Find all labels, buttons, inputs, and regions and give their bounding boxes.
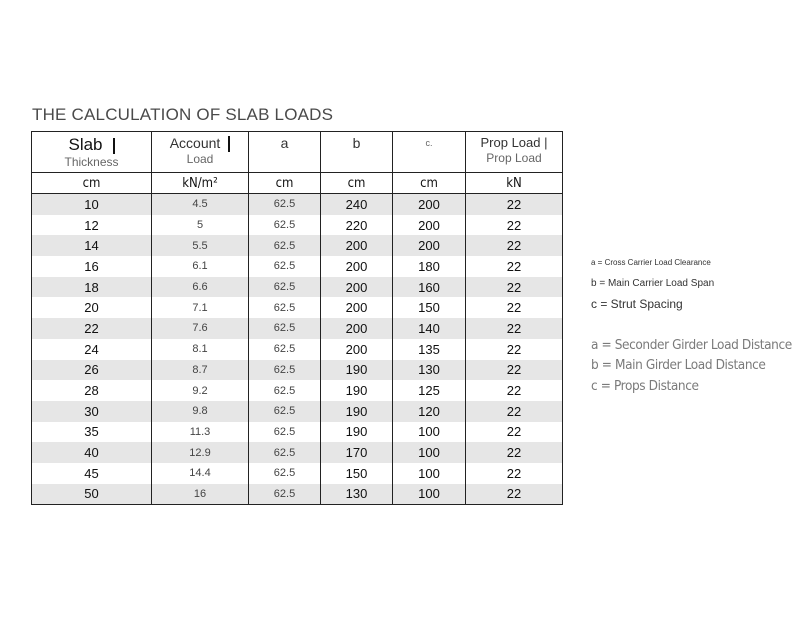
table-cell: 200 xyxy=(321,339,393,360)
table-row xyxy=(32,277,563,298)
table-cell: 11.3 xyxy=(152,422,249,443)
table-cell: 20 xyxy=(32,297,152,318)
table-cell: 100 xyxy=(393,442,466,463)
header-a xyxy=(249,132,321,173)
legend-large-c: c = Props Distance xyxy=(591,378,699,394)
unit-cell: cm xyxy=(249,173,321,194)
table-cell: 22 xyxy=(466,318,563,339)
table-cell: 62.5 xyxy=(249,422,321,443)
table-row xyxy=(32,194,563,215)
table-cell: 8.1 xyxy=(152,339,249,360)
text-cursor-icon xyxy=(113,138,115,154)
table-row xyxy=(32,297,563,318)
table-cell: 140 xyxy=(393,318,466,339)
table-cell: 220 xyxy=(321,215,393,236)
table-cell: 45 xyxy=(32,463,152,484)
table-cell: 4.5 xyxy=(152,194,249,215)
table-cell: 190 xyxy=(321,422,393,443)
text-cursor-icon xyxy=(228,136,230,152)
table-cell: 200 xyxy=(321,256,393,277)
table-cell: 160 xyxy=(393,277,466,298)
table-cell: 16 xyxy=(152,484,249,505)
table-cell: 22 xyxy=(466,422,563,443)
table-cell: 22 xyxy=(466,277,563,298)
table-cell: 200 xyxy=(321,297,393,318)
unit-cell: kN xyxy=(466,173,563,194)
table-cell: 9.2 xyxy=(152,380,249,401)
table-cell: 62.5 xyxy=(249,318,321,339)
table-cell: 22 xyxy=(466,484,563,505)
table-cell: 5 xyxy=(152,215,249,236)
header-prop-load-sub: Prop Load xyxy=(486,151,542,165)
table-row xyxy=(32,484,563,505)
header-account-load xyxy=(152,132,249,173)
table-cell: 190 xyxy=(321,360,393,381)
table-cell: 62.5 xyxy=(249,401,321,422)
table-cell: 190 xyxy=(321,380,393,401)
table-cell: 50 xyxy=(32,484,152,505)
table-cell: 62.5 xyxy=(249,277,321,298)
table-row xyxy=(32,256,563,277)
table-row xyxy=(32,318,563,339)
table-cell: 100 xyxy=(393,463,466,484)
table-cell: 5.5 xyxy=(152,235,249,256)
table-cell: 62.5 xyxy=(249,339,321,360)
table-cell: 180 xyxy=(393,256,466,277)
table-cell: 12.9 xyxy=(152,442,249,463)
table-cell: 200 xyxy=(393,215,466,236)
table-cell: 240 xyxy=(321,194,393,215)
table-cell: 200 xyxy=(393,194,466,215)
table-cell: 62.5 xyxy=(249,235,321,256)
header-b xyxy=(321,132,393,173)
table-cell: 40 xyxy=(32,442,152,463)
header-load-label: Load xyxy=(186,152,214,167)
table-cell: 10 xyxy=(32,194,152,215)
table-cell: 26 xyxy=(32,360,152,381)
header-prop-load xyxy=(466,132,563,173)
legend-large-a: a = Seconder Girder Load Distance xyxy=(591,337,792,353)
table-cell: 22 xyxy=(466,401,563,422)
table-cell: 62.5 xyxy=(249,215,321,236)
table-cell: 22 xyxy=(466,194,563,215)
header-a-label: a xyxy=(280,135,289,151)
table-row xyxy=(32,235,563,256)
table-cell: 14.4 xyxy=(152,463,249,484)
table-cell: 170 xyxy=(321,442,393,463)
table-cell: 22 xyxy=(466,360,563,381)
legend-large-b: b = Main Girder Load Distance xyxy=(591,357,766,373)
table-cell: 120 xyxy=(393,401,466,422)
table-cell: 62.5 xyxy=(249,256,321,277)
table-cell: 12 xyxy=(32,215,152,236)
table-cell: 200 xyxy=(321,235,393,256)
table-row xyxy=(32,422,563,443)
table-row xyxy=(32,360,563,381)
table-cell: 200 xyxy=(393,235,466,256)
table-cell: 200 xyxy=(321,318,393,339)
unit-cell: kN/m² xyxy=(152,173,249,194)
table-cell: 6.6 xyxy=(152,277,249,298)
table-cell: 16 xyxy=(32,256,152,277)
unit-cell: cm xyxy=(32,173,152,194)
table-cell: 100 xyxy=(393,484,466,505)
table-cell: 22 xyxy=(32,318,152,339)
table-cell: 200 xyxy=(321,277,393,298)
table-cell: 22 xyxy=(466,463,563,484)
table-cell: 22 xyxy=(466,215,563,236)
header-c-label: c. xyxy=(425,138,433,148)
table-cell: 7.6 xyxy=(152,318,249,339)
header-account-label: Account xyxy=(169,135,221,151)
legend-small-b: b = Main Carrier Load Span xyxy=(591,278,715,289)
table-cell: 135 xyxy=(393,339,466,360)
unit-cell: cm xyxy=(393,173,466,194)
table-cell: 30 xyxy=(32,401,152,422)
table-cell: 62.5 xyxy=(249,442,321,463)
header-slab-label: Slab xyxy=(68,135,103,154)
table-cell: 22 xyxy=(466,256,563,277)
table-cell: 22 xyxy=(466,380,563,401)
legend-small-c: c = Strut Spacing xyxy=(591,297,683,311)
units-row xyxy=(32,173,563,194)
header-row xyxy=(32,132,563,173)
table-cell: 62.5 xyxy=(249,194,321,215)
table-cell: 8.7 xyxy=(152,360,249,381)
header-c xyxy=(393,132,466,173)
table-cell: 22 xyxy=(466,339,563,360)
table-cell: 6.1 xyxy=(152,256,249,277)
table-cell: 7.1 xyxy=(152,297,249,318)
table-row xyxy=(32,463,563,484)
table-cell: 62.5 xyxy=(249,380,321,401)
table-cell: 130 xyxy=(393,360,466,381)
legend-small-a: a = Cross Carrier Load Clearance xyxy=(591,258,711,267)
page-title: THE CALCULATION OF SLAB LOADS xyxy=(32,105,334,124)
table-row xyxy=(32,401,563,422)
header-b-label: b xyxy=(352,135,361,151)
table-cell: 62.5 xyxy=(249,360,321,381)
slab-loads-table xyxy=(31,131,563,505)
table-cell: 150 xyxy=(321,463,393,484)
table-cell: 62.5 xyxy=(249,484,321,505)
table-cell: 22 xyxy=(466,442,563,463)
table-cell: 100 xyxy=(393,422,466,443)
table-cell: 150 xyxy=(393,297,466,318)
table-row xyxy=(32,339,563,360)
table-cell: 190 xyxy=(321,401,393,422)
table-body xyxy=(32,194,563,505)
table-cell: 14 xyxy=(32,235,152,256)
table-cell: 18 xyxy=(32,277,152,298)
table-cell: 35 xyxy=(32,422,152,443)
table-row xyxy=(32,215,563,236)
table-row xyxy=(32,442,563,463)
table-cell: 125 xyxy=(393,380,466,401)
table-cell: 62.5 xyxy=(249,297,321,318)
table-cell: 62.5 xyxy=(249,463,321,484)
table-cell: 22 xyxy=(466,235,563,256)
table-cell: 22 xyxy=(466,297,563,318)
table-cell: 130 xyxy=(321,484,393,505)
table-cell: 9.8 xyxy=(152,401,249,422)
table-cell: 28 xyxy=(32,380,152,401)
table-cell: 24 xyxy=(32,339,152,360)
header-thickness-label: Thickness xyxy=(64,155,119,169)
header-prop-load-label: Prop Load | xyxy=(480,135,548,150)
header-slab-thickness xyxy=(32,132,152,173)
table-row xyxy=(32,380,563,401)
unit-cell: cm xyxy=(321,173,393,194)
